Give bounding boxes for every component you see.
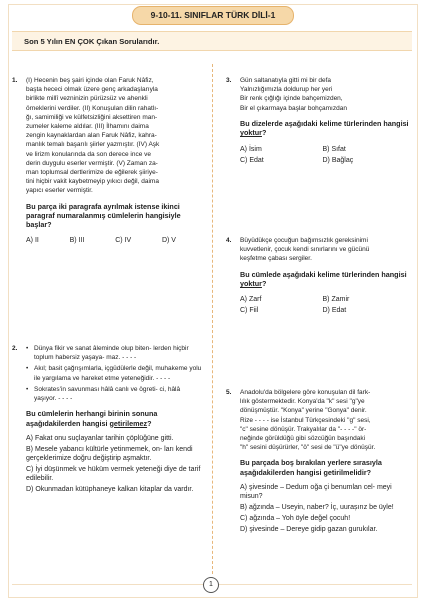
option-b[interactable]: B) Zamir bbox=[322, 296, 350, 304]
passage bbox=[240, 236, 410, 264]
question-3 bbox=[226, 76, 410, 165]
passage-line: Anadolu'da bölgelere göre konuşulan dil fark- bbox=[240, 389, 371, 396]
option-d[interactable]: D) şivesinde – Dereye gidip gazan gurukılar. bbox=[240, 526, 378, 534]
poem bbox=[240, 76, 410, 113]
question-2 bbox=[12, 344, 202, 496]
option-c[interactable]: C) ağzında – Yoh öyle değel çocuh! bbox=[240, 515, 351, 523]
option-b[interactable]: B) Mesele yabancı kültürle yetinmemek, on- ları kendi gerçeklerimize doğru değiştirip aşmaktır. bbox=[26, 446, 193, 463]
question-4 bbox=[226, 236, 410, 315]
emphasis-word: yoktur bbox=[240, 279, 262, 289]
option-a[interactable]: A) şivesinde – Dedum oğa çi benumlan cel- meyi misun? bbox=[240, 484, 392, 501]
answer-options bbox=[240, 295, 405, 315]
option-a[interactable]: A) Fakat onu suçlayanlar tarihin çöplüğüne gitti. bbox=[26, 435, 174, 443]
option-c[interactable]: C) İyi düşünmek ve hüküm vermek yeteneği diye de tarif edilebilir. bbox=[26, 466, 201, 483]
question-number: 1. bbox=[12, 77, 18, 84]
passage-line: örneklerini verdiler. (II) Konuşulan dilin rahatlı- bbox=[26, 104, 159, 112]
option-d[interactable]: D) Bağlaç bbox=[322, 156, 354, 164]
question-text: Bu cümlelerin herhangi birinin sonuna aşağıdakilerden hangisi getirilemez? bbox=[26, 409, 158, 428]
emphasis-word: yoktur bbox=[240, 128, 262, 138]
passage-line: manlık temalı başarılı şiirler yazmıştır. (IV) Aşk bbox=[26, 141, 160, 149]
question-text: Bu cümlede aşağıdaki kelime türlerinden hangisi yoktur? bbox=[240, 269, 407, 289]
passage-line: ğı, samimiliği ve külfetsizliğini aksettiren man- bbox=[26, 113, 158, 121]
statement-item: • Dünya fikir ve sanat âleminde olup biten- lerden hiçbir toplum habersiz yaşaya- maz. - - - - bbox=[26, 344, 202, 362]
passage-line: neğinde görüldüğü gibi sözcüğün başındaki bbox=[240, 435, 366, 443]
option-b[interactable]: B) ağzında – Useyin, naber? İç, uurașırız be üyle! bbox=[240, 504, 394, 512]
option-a[interactable]: A) II bbox=[26, 236, 39, 244]
question-number: 3. bbox=[226, 77, 232, 84]
passage-line: dönüşmüştür. "Konya" yerine "Gonya" denir. bbox=[240, 407, 367, 415]
option-d[interactable]: D) Edat bbox=[322, 307, 347, 315]
subtitle: Son 5 Yılın EN ÇOK Çıkan Sorularıdır. bbox=[12, 31, 412, 51]
passage-line: (I) Hecenin beş şairi içinde olan Faruk Nâfiz, bbox=[26, 77, 154, 84]
option-c[interactable]: C) Fiil bbox=[240, 307, 259, 315]
passage-line: başta hececi olmak üzere genç arkadaşlarıyla bbox=[26, 86, 158, 94]
option-b[interactable]: B) Sıfat bbox=[322, 145, 346, 153]
passage-line: "c" sesine dönüşür. Trakyalılar da "- - - -" ör- bbox=[240, 425, 367, 433]
question-text: Bu parça iki paragrafa ayrılmak istense ikinci paragraf numaralanmış cümlelerin hangisiyle başlar? bbox=[26, 201, 181, 230]
poem-line: Gün saltanatıyla gitti mi bir defa bbox=[240, 77, 332, 84]
emphasis-word: getirilemez bbox=[109, 418, 148, 428]
question-5 bbox=[226, 388, 412, 536]
passage-line: "h" sesini düşürürler, "ö" sesi de "ü"ye dönüşür. bbox=[240, 444, 376, 452]
passage-line: zumeler kaleme aldılar. (III) İlhamını daima bbox=[26, 123, 149, 131]
passage-line: keşfetme çabası sergiler. bbox=[240, 255, 312, 263]
header-title: 9-10-11. SINIFLAR TÜRK DİLİ-1 bbox=[132, 6, 294, 25]
passage-line: Büyüdükçe çocuğun bağımsızlık gereksinimi bbox=[240, 237, 368, 244]
passage-line: kuvvetlenir, çocuk kendi sınırlarını ve gücünü bbox=[240, 246, 370, 254]
option-c[interactable]: C) Edat bbox=[240, 156, 264, 164]
passage-line: tini hiçbir vakit kaybetmeyip yıkıcı değil, daima bbox=[26, 178, 159, 186]
passage bbox=[26, 76, 202, 196]
passage-line: ve lirizm konularında da son derece ince ve bbox=[26, 150, 152, 158]
page-number: 1 bbox=[203, 577, 219, 593]
passage-line: Rize - - - - ise İstanbul Türkçesindeki "g" sesi, bbox=[240, 416, 371, 424]
passage-line: birlikte millî vezninizin pürüzsüz ve ahenkli bbox=[26, 95, 148, 103]
option-b[interactable]: B) III bbox=[69, 236, 85, 244]
statement-item: • Akıl; basit çağrışımlarla, içgüdülerle değil, muhakeme yolu ile yargılama ve hareket etme yeteneğidir. - - - - bbox=[26, 364, 202, 382]
option-d[interactable]: D) V bbox=[161, 236, 176, 244]
question-number: 2. bbox=[12, 345, 18, 352]
option-c[interactable]: C) IV bbox=[115, 236, 132, 244]
option-a[interactable]: A) Zarf bbox=[240, 296, 262, 304]
passage bbox=[240, 388, 412, 452]
question-text: Bu dizelerde aşağıdaki kelime türlerinden hangisi yoktur? bbox=[240, 118, 409, 138]
statement-list bbox=[26, 344, 202, 403]
poem-line: Bir renk çığlığı içinde bahçemizden, bbox=[240, 95, 343, 103]
column-divider bbox=[212, 64, 213, 574]
question-text: Bu parçada boş bırakılan yerlere sırasıyla aşağıdakilerden hangisi getirilmelidir? bbox=[240, 458, 382, 477]
passage-line: zengin kaynaklardan alan Faruk Nâfiz, kahra- bbox=[26, 132, 157, 140]
passage-line: derin duygulu eserler vermiştir. (V) Zaman za- bbox=[26, 159, 158, 167]
question-number: 5. bbox=[226, 389, 232, 396]
passage-line: lılık göstermektedir. Konya'da "k" sesi "g"ye bbox=[240, 398, 365, 406]
answer-options bbox=[26, 434, 202, 494]
answer-options bbox=[240, 483, 412, 534]
option-d[interactable]: D) Okunmadan kütüphaneye kalkan kitaplar da vardır. bbox=[26, 486, 194, 494]
passage-line: yapıcı eserler vermiştir. bbox=[26, 187, 93, 195]
answer-options bbox=[240, 145, 405, 165]
answer-options bbox=[26, 236, 176, 245]
poem-line: Bir el çıkarmaya başlar bohçamızdan bbox=[240, 104, 347, 112]
passage-line: man toplumsal dertlerimize de eğilerek şiiriye- bbox=[26, 169, 158, 177]
question-number: 4. bbox=[226, 237, 232, 244]
poem-line: Yalnızlığımızla doldurup her yeri bbox=[240, 86, 333, 94]
statement-item: • Sokrates'in savunması hâlâ canlı ve ögreti- ci, hâlâ yaşıyor. - - - - bbox=[26, 385, 202, 403]
question-1 bbox=[12, 76, 202, 245]
option-a[interactable]: A) İsim bbox=[240, 145, 262, 153]
